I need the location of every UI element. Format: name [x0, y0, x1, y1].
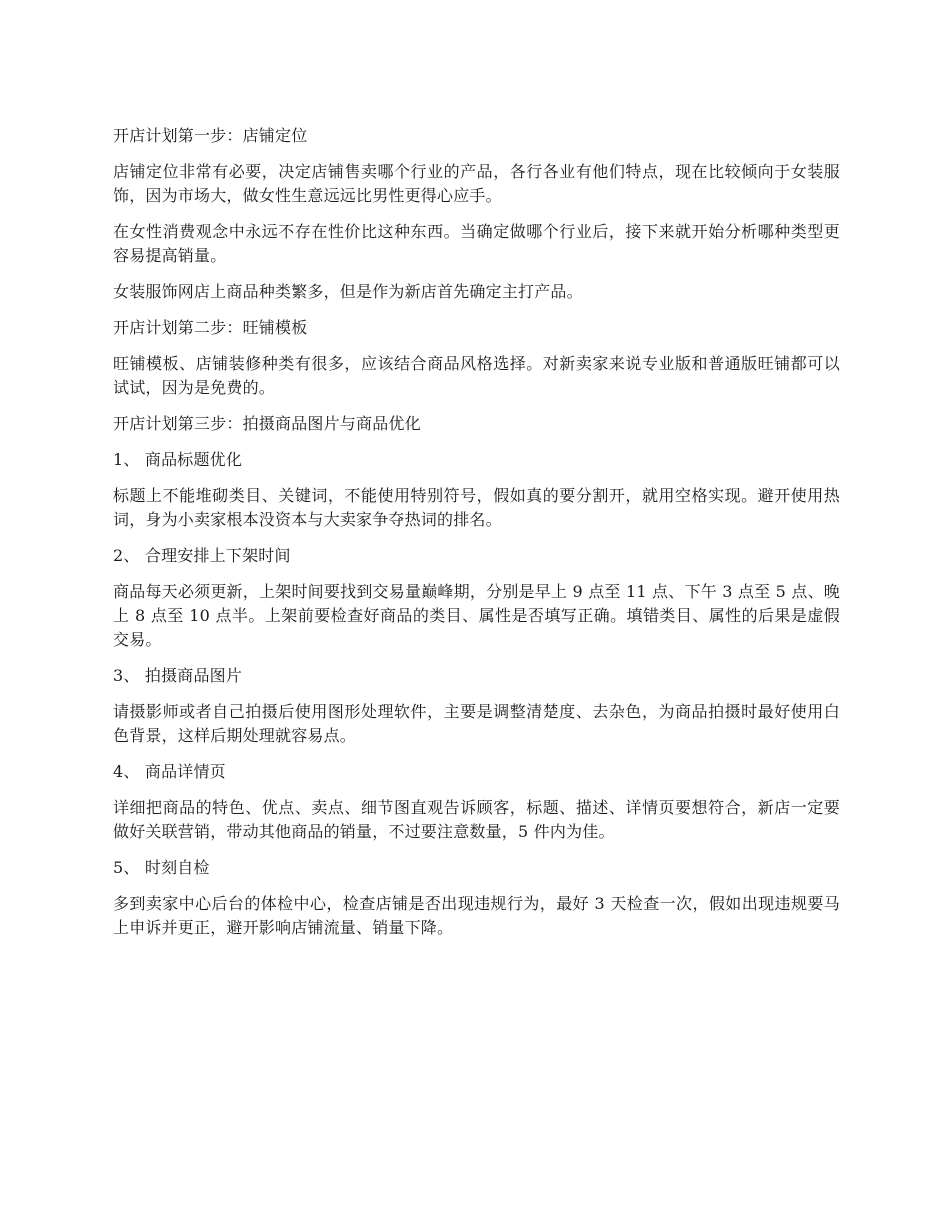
paragraph: 旺铺模板、店铺装修种类有很多，应该结合商品风格选择。对新卖家来说专业版和普通版旺铺都可以试试，因为是免费的。 — [113, 354, 840, 397]
paragraph: 店铺定位非常有必要，决定店铺售卖哪个行业的产品，各行各业有他们特点，现在比较倾向于女装服饰，因为市场大，做女性生意远远比男性更得心应手。 — [113, 162, 840, 205]
subheading-detail-page: 4、 商品详情页 — [113, 762, 226, 781]
subheading-self-check: 5、 时刻自检 — [113, 858, 210, 877]
paragraph: 女装服饰网店上商品种类繁多，但是作为新店首先确定主打产品。 — [113, 282, 583, 301]
paragraph: 商品每天必须更新，上架时间要找到交易量巅峰期，分别是早上 9 点至 11 点、下午 3 点至 5 点、晚上 8 点至 10 点半。上架前要检查好商品的类目、属性是否填写正确。填错类目、属性的后果是虚假交易。 — [113, 582, 840, 649]
subheading-listing-time: 2、 合理安排上下架时间 — [113, 546, 291, 565]
paragraph: 多到卖家中心后台的体检中心，检查店铺是否出现违规行为，最好 3 天检查一次，假如出现违规要马上申诉并更正，避开影响店铺流量、销量下降。 — [113, 894, 840, 937]
paragraph: 请摄影师或者自己拍摄后使用图形处理软件，主要是调整清楚度、去杂色，为商品拍摄时最好使用白色背景，这样后期处理就容易点。 — [113, 702, 840, 745]
section-heading-step3: 开店计划第三步：拍摄商品图片与商品优化 — [113, 414, 421, 433]
paragraph: 在女性消费观念中永远不存在性价比这种东西。当确定做哪个行业后，接下来就开始分析哪种类型更容易提高销量。 — [113, 222, 840, 265]
subheading-product-photos: 3、 拍摄商品图片 — [113, 666, 243, 685]
section-heading-step1: 开店计划第一步：店铺定位 — [113, 126, 308, 145]
subheading-title-optimization: 1、 商品标题优化 — [113, 450, 243, 469]
paragraph: 标题上不能堆砌类目、关键词，不能使用特别符号，假如真的要分割开，就用空格实现。避开使用热词，身为小卖家根本没资本与大卖家争夺热词的排名。 — [113, 486, 840, 529]
section-heading-step2: 开店计划第二步：旺铺模板 — [113, 318, 308, 337]
paragraph: 详细把商品的特色、优点、卖点、细节图直观告诉顾客，标题、描述、详情页要想符合，新店一定要做好关联营销，带动其他商品的销量，不过要注意数量，5 件内为佳。 — [113, 798, 840, 841]
